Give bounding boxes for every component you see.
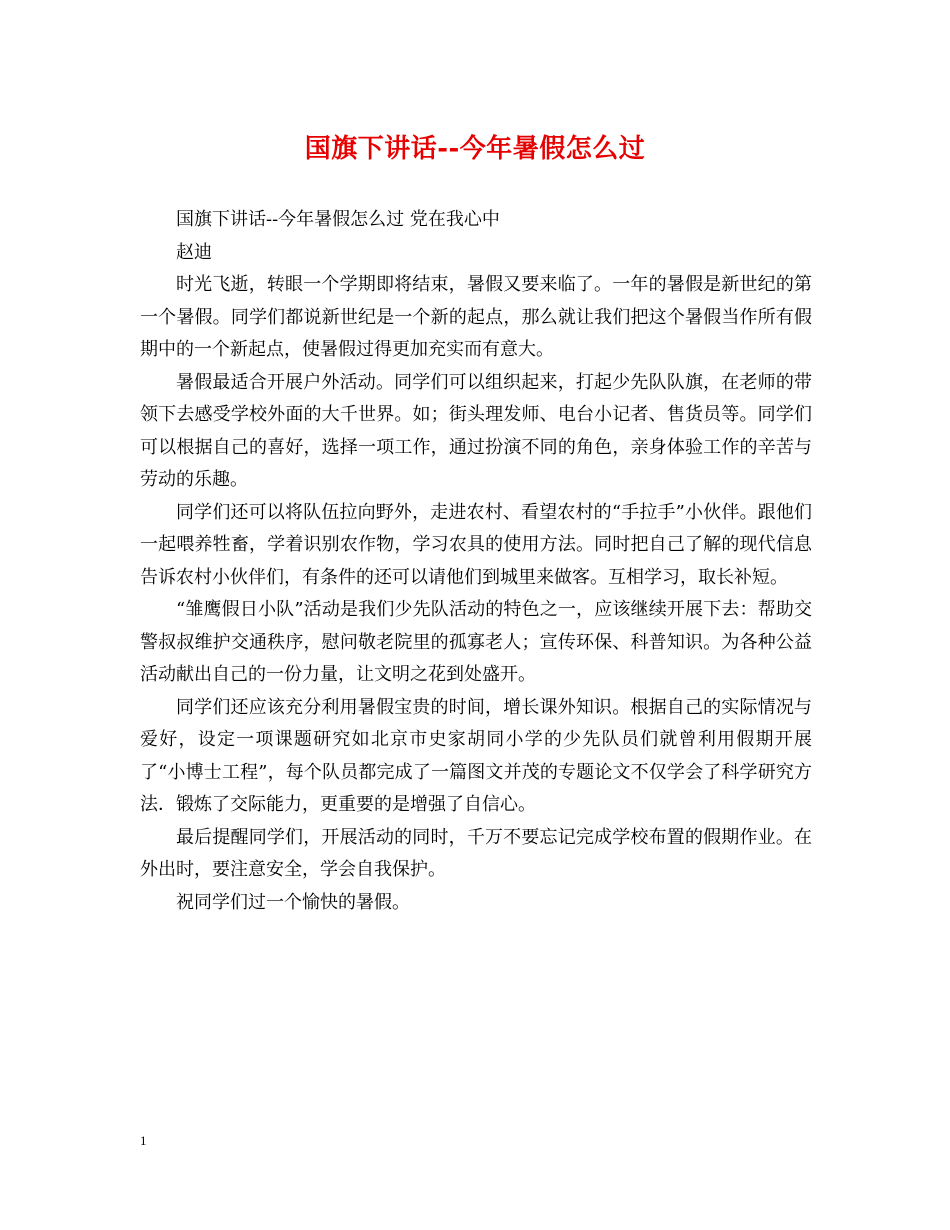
- body-paragraph-1: 时光飞逝，转眼一个学期即将结束，暑假又要来临了。一年的暑假是新世纪的第一个暑假。同学们都说新世纪是一个新的起点，那么就让我们把这个暑假当作所有假期中的一个新起点，使暑假过得更加充实而有意大。: [140, 274, 812, 360]
- document-body: [140, 204, 812, 919]
- body-paragraph-5: 同学们还应该充分利用暑假宝贵的时间，增长课外知识。根据自己的实际情况与爱好，设定一项课题研究如北京市史家胡同小学的少先队员们就曾利用假期开展了“小博士工程”，每个队员都完成了一篇图文并茂的专题论文不仅学会了科学研究方法．锻炼了交际能力，更重要的是增强了自信心。: [140, 696, 812, 815]
- body-paragraph-2: 暑假最适合开展户外活动。同学们可以组织起来，打起少先队队旗，在老师的带领下去感受学校外面的大千世界。如；街头理发师、电台小记者、售货员等。同学们可以根据自己的喜好，选择一项工作，通过扮演不同的角色，亲身体验工作的辛苦与劳动的乐趣。: [140, 371, 812, 490]
- document-title: 国旗下讲话--今年暑假怎么过: [304, 134, 646, 164]
- subtitle-line: 国旗下讲话--今年暑假怎么过 党在我心中: [176, 209, 500, 230]
- body-paragraph-6: 最后提醒同学们，开展活动的同时，千万不要忘记完成学校布置的假期作业。在外出时，要注意安全，学会自我保护。: [140, 826, 812, 880]
- body-paragraph-4: “雏鹰假日小队”活动是我们少先队活动的特色之一，应该继续开展下去：帮助交警叔叔维护交通秩序，慰问敬老院里的孤寡老人；宣传环保、科普知识。为各种公益活动献出自己的一份力量，让文明之花到处盛开。: [140, 599, 812, 685]
- page-number: 1: [140, 1133, 147, 1148]
- author-line: 赵迪: [176, 241, 212, 263]
- body-paragraph-7: 祝同学们过一个愉快的暑假。: [176, 891, 410, 913]
- body-paragraph-3: 同学们还可以将队伍拉向野外，走进农村、看望农村的“手拉手”小伙伴。跟他们一起喂养牲畜，学着识别农作物，学习农具的使用方法。同时把自己了解的现代信息告诉农村小伙伴们，有条件的还可以请他们到城里来做客。互相学习，取长补短。: [140, 501, 812, 588]
